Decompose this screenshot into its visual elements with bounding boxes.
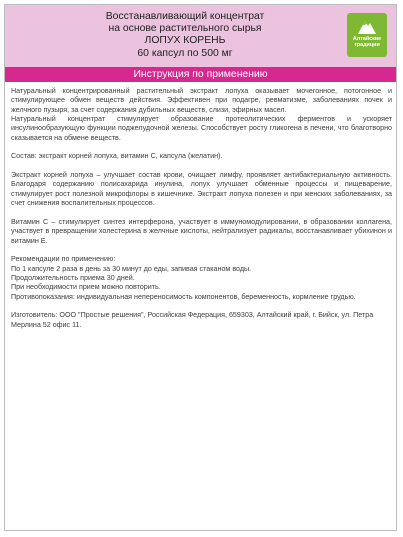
paragraph-burdock-extract: Экстракт корней лопуха – улучшает состав крови, очищает лимфу, проявляет антибактериальную активность. Благодаря содержанию полисахарида инулина, лопух улучшает обменные процессы и пищеварение, стимулирует рост полезной микрофлоры в кишечнике. Экстракт лопуха полезен и при женских заболеваниях, за счет снижения воспалительных процессов. [11, 171, 392, 208]
mountain-icon [358, 18, 376, 34]
paragraph-effects: Натуральный концентрированный растительный экстракт лопуха оказывает мочегонное, потогонное и стимулирующее обмен веществ действия. Эффективен при подагре, ревматизме, заболеваниях почек и желчного пузыря, за счет содержания дубильных веществ, слизи, эфирных масел. [11, 87, 392, 114]
header-band [5, 5, 396, 67]
dosage-line: По 1 капсуле 2 раза в день за 30 минут до еды, запивая стаканом воды. [11, 264, 252, 273]
title-line-3: ЛОПУХ КОРЕНЬ [144, 35, 226, 47]
instructions-text [11, 87, 392, 339]
brand-line-2: традиции [354, 42, 380, 49]
instructions-bar: Инструкция по применению [5, 67, 396, 82]
duration-line: Продолжительность приема 30 дней. [11, 273, 135, 282]
product-title [45, 11, 325, 60]
recommendations-title: Рекомендации по применению: [11, 255, 116, 264]
paragraph-composition: Состав: экстракт корней лопуха, витамин С, капсула (желатин). [11, 152, 223, 161]
paragraph-action: Натуральный концентрат стимулирует образование протеолитических ферментов и ускоряет инсулинообразующую функции поджелудочной железы. Способствует росту гликогена в печени, что благотворно сказывается на обмене веществ. [11, 115, 392, 142]
title-line-2: на основе растительного сырья [108, 23, 262, 35]
repeat-line: При необходимости прием можно повторить. [11, 283, 161, 292]
title-line-1: Восстанавливающий концентрат [105, 11, 265, 22]
brand-name [347, 36, 387, 49]
brand-line-1: Алтайские [352, 36, 382, 42]
manufacturer-info: Изготовитель: ООО "Простые решения", Российская Федерация, 659303, Алтайский край, г. Бийск, ул. Петра Мерлина 52 офис 11. [11, 311, 374, 329]
label-sheet [4, 4, 397, 531]
recommendations [11, 255, 392, 302]
paragraph-vitamin-c: Витамин С – стимулирует синтез интерферона, участвует в иммуномодулировании, в образовании коллагена, участвует в превращении холестерина в желчные кислоты, нейтрализует радикалы, восстанавливает убихинон и витамин Е. [11, 217, 392, 245]
title-line-4: 60 капсул по 500 мг [137, 47, 233, 59]
contraindications-line: Противопоказания: индивидуальная непереносимость компонентов, беременность, кормление грудью. [11, 292, 356, 301]
brand-logo [347, 13, 387, 57]
